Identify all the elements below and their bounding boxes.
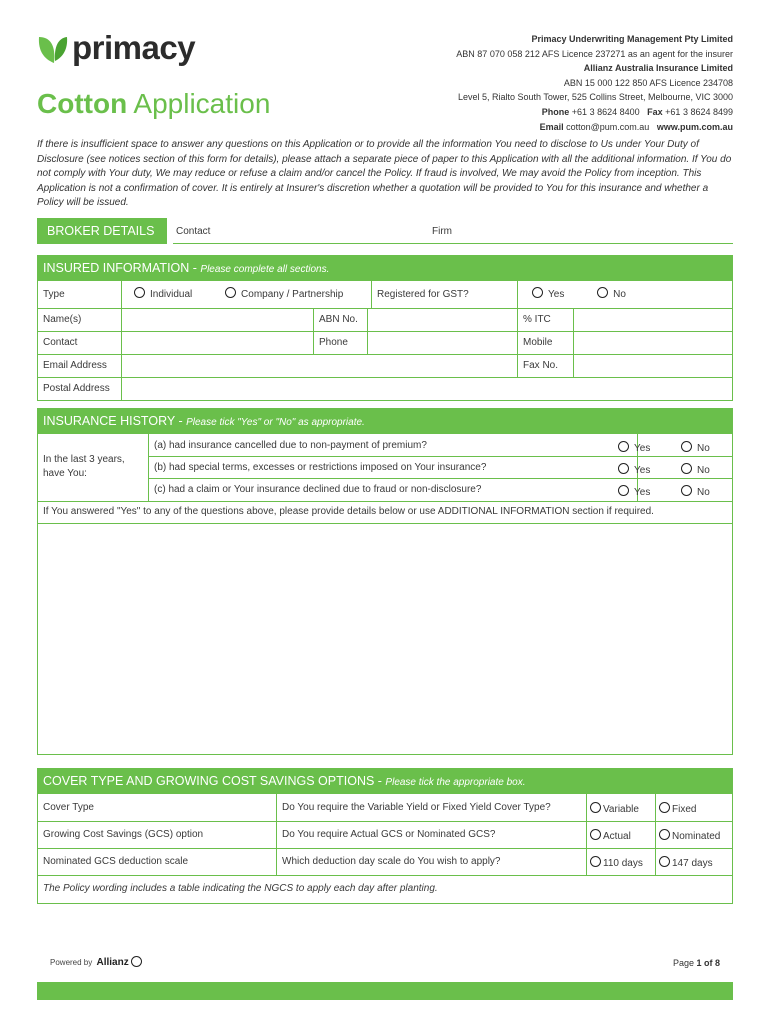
- nominated-label: Nominated: [672, 831, 721, 842]
- deduction-scale-label: Nominated GCS deduction scale: [43, 856, 189, 867]
- title-bold: Cotton: [37, 88, 128, 119]
- history-left-label: In the last 3 years, have You:: [43, 454, 125, 479]
- 110-days-radio-icon[interactable]: [590, 856, 601, 867]
- 147-days-label: 147 days: [672, 858, 713, 869]
- postal-address-label: Postal Address: [38, 378, 122, 400]
- phone-label: Phone: [541, 106, 570, 117]
- variable-radio-icon[interactable]: [590, 802, 601, 813]
- gst-label: Registered for GST?: [372, 281, 518, 308]
- history-question-c: (c) had a claim or Your insurance declined due to fraud or non-disclosure?: [154, 484, 482, 495]
- qc-no-label: No: [697, 487, 710, 498]
- contact-field[interactable]: [122, 332, 314, 354]
- brand-name: primacy: [72, 29, 196, 66]
- cover-type-heading: [37, 768, 733, 794]
- page-label: Page: [672, 958, 697, 968]
- type-label: Type: [38, 281, 122, 308]
- qa-no-option[interactable]: [681, 441, 710, 454]
- type-company-option[interactable]: [225, 289, 343, 300]
- gst-no-radio-icon[interactable]: [597, 287, 608, 298]
- email-address-field[interactable]: [122, 355, 518, 377]
- individual-label: Individual: [150, 289, 193, 300]
- qa-yes-option[interactable]: [618, 441, 650, 454]
- broker-firm-field[interactable]: [429, 243, 733, 244]
- email-row: [38, 354, 732, 377]
- disclosure-intro: If there is insufficient space to answer any questions on this Application or to provide all the information You need to disclose to Us under Your Duty of Disclosure (see notices section of this form for details), please attach a separate piece of paper to this Application with all the additional information. If You do not comply with Your duty, We may reduce or refuse a claim and/or cancel the Policy. If fraud is involved, We may avoid the Policy from inception. This Application is not a confirmation of cover. It is entirely at Insurer's discretion whether a quotation will be provided to You for this insurance and whether a Policy will be issued.: [37, 139, 732, 209]
- company-radio-icon[interactable]: [225, 287, 236, 298]
- fax-no-field[interactable]: [574, 355, 732, 377]
- gst-options: [518, 281, 732, 308]
- history-heading-text: INSURANCE HISTORY -: [43, 414, 187, 428]
- itc-field[interactable]: [574, 309, 732, 331]
- insurance-history-heading: [37, 408, 733, 434]
- phone-label: Phone: [314, 332, 368, 354]
- cover-type-label: Cover Type: [43, 802, 94, 813]
- itc-label: % ITC: [518, 309, 574, 331]
- qb-no-radio-icon[interactable]: [681, 463, 692, 474]
- qb-no-label: No: [697, 465, 710, 476]
- company-email-web: [456, 120, 733, 135]
- company-details: [456, 32, 733, 134]
- 147-days-option[interactable]: [659, 856, 713, 869]
- insurer-abn: ABN 15 000 122 850 AFS Licence 234708: [563, 77, 733, 88]
- qb-yes-radio-icon[interactable]: [618, 463, 629, 474]
- actual-option[interactable]: [590, 829, 631, 842]
- broker-contact-label: Contact: [176, 226, 211, 237]
- insured-info-grid: [37, 281, 733, 401]
- names-label: Name(s): [38, 309, 122, 331]
- page-title: [37, 88, 270, 120]
- 147-days-radio-icon[interactable]: [659, 856, 670, 867]
- history-details-field[interactable]: [37, 524, 733, 755]
- fax-label: Fax: [647, 106, 663, 117]
- individual-radio-icon[interactable]: [134, 287, 145, 298]
- history-note-text: If You answered "Yes" to any of the questions above, please provide details below or use ADDITIONAL INFORMATION section if required.: [43, 506, 654, 517]
- footer-bar: [37, 982, 733, 1000]
- type-row: [38, 281, 732, 308]
- qa-no-radio-icon[interactable]: [681, 441, 692, 452]
- powered-by: [50, 956, 142, 968]
- deduction-scale-question: Which deduction day scale do You wish to apply?: [282, 856, 501, 867]
- broker-firm-label: Firm: [432, 226, 452, 237]
- page-number: [673, 958, 720, 968]
- qc-no-option[interactable]: [681, 485, 710, 498]
- history-question-b: (b) had special terms, excesses or restrictions imposed on Your insurance?: [154, 462, 487, 473]
- names-field[interactable]: [122, 309, 314, 331]
- allianz-logo-icon: [131, 956, 142, 967]
- company-address: Level 5, Rialto South Tower, 525 Collins Street, Melbourne, VIC 3000: [458, 92, 733, 103]
- company-abn: ABN 87 070 058 212 AFS Licence 237271 as an agent for the insurer: [456, 48, 733, 59]
- qc-yes-label: Yes: [634, 487, 651, 498]
- insured-heading-text: INSURED INFORMATION -: [43, 261, 201, 275]
- website-link[interactable]: www.pum.com.au: [656, 121, 733, 132]
- powered-by-label: Powered by: [50, 958, 93, 967]
- qc-yes-radio-icon[interactable]: [618, 485, 629, 496]
- nominated-radio-icon[interactable]: [659, 829, 670, 840]
- fax-no-label: Fax No.: [518, 355, 574, 377]
- abn-label: ABN No.: [314, 309, 368, 331]
- allianz-logo-text: Allianz: [96, 957, 129, 968]
- qa-yes-radio-icon[interactable]: [618, 441, 629, 452]
- postal-row: [38, 377, 732, 400]
- qb-yes-option[interactable]: [618, 463, 650, 476]
- variable-label: Variable: [603, 804, 639, 815]
- qc-yes-option[interactable]: [618, 485, 650, 498]
- fixed-radio-icon[interactable]: [659, 802, 670, 813]
- cover-heading-text: COVER TYPE AND GROWING COST SAVINGS OPTIONS -: [43, 774, 386, 788]
- variable-option[interactable]: [590, 802, 639, 815]
- history-grid: [37, 434, 733, 502]
- names-row: [38, 308, 732, 331]
- history-hint: Please tick "Yes" or "No" as appropriate.: [186, 417, 365, 428]
- broker-details-heading: BROKER DETAILS: [37, 218, 167, 244]
- 110-days-label: 110 days: [603, 858, 643, 869]
- qc-no-radio-icon[interactable]: [681, 485, 692, 496]
- postal-address-field[interactable]: [122, 378, 732, 400]
- cover-type-question: Do You require the Variable Yield or Fixed Yield Cover Type?: [282, 802, 551, 813]
- gst-yes-radio-icon[interactable]: [532, 287, 543, 298]
- insurer-name: Allianz Australia Insurance Limited: [583, 63, 733, 74]
- gst-yes-option[interactable]: [532, 289, 564, 300]
- actual-radio-icon[interactable]: [590, 829, 601, 840]
- abn-field[interactable]: [368, 309, 518, 331]
- gcs-option-label: Growing Cost Savings (GCS) option: [43, 829, 204, 840]
- company-phone-fax: [456, 105, 733, 120]
- history-question-a: (a) had insurance cancelled due to non-payment of premium?: [154, 440, 427, 451]
- qb-no-option[interactable]: [681, 463, 710, 476]
- gst-yes-label: Yes: [548, 289, 565, 300]
- insured-hint: Please complete all sections.: [200, 264, 330, 275]
- company-label: Company / Partnership: [241, 289, 344, 300]
- history-note: [37, 502, 733, 524]
- email-address-label: Email Address: [38, 355, 122, 377]
- mobile-label: Mobile: [518, 332, 574, 354]
- email-label: Email: [539, 121, 564, 132]
- phone-value: +61 3 8624 8400: [571, 106, 640, 117]
- 110-days-option[interactable]: [590, 856, 643, 869]
- contact-label: Contact: [38, 332, 122, 354]
- mobile-field[interactable]: [574, 332, 732, 354]
- gst-no-label: No: [613, 289, 626, 300]
- cover-grid: [37, 794, 733, 904]
- fixed-label: Fixed: [672, 804, 697, 815]
- fax-value: +61 3 8624 8499: [665, 106, 733, 117]
- company-name: Primacy Underwriting Management Pty Limited: [531, 34, 733, 44]
- logo: [36, 29, 201, 69]
- title-rest: Application: [127, 88, 271, 119]
- phone-field[interactable]: [368, 332, 518, 354]
- broker-contact-field[interactable]: [173, 243, 433, 244]
- qa-yes-label: Yes: [634, 443, 651, 454]
- insured-info-heading: [37, 255, 733, 281]
- fixed-option[interactable]: [659, 802, 696, 815]
- page-value: 1 of 8: [696, 958, 720, 968]
- gcs-option-question: Do You require Actual GCS or Nominated GCS?: [282, 829, 496, 840]
- qa-no-label: No: [697, 443, 710, 454]
- actual-label: Actual: [603, 831, 631, 842]
- leaf-logo-icon: [36, 33, 70, 67]
- type-individual-option[interactable]: [134, 289, 192, 300]
- contact-row: [38, 331, 732, 354]
- qb-yes-label: Yes: [634, 465, 651, 476]
- type-options: [122, 281, 372, 308]
- email-link[interactable]: cotton@pum.com.au: [566, 121, 650, 132]
- cover-hint: Please tick the appropriate box.: [385, 777, 526, 788]
- cover-note: The Policy wording includes a table indicating the NGCS to apply each day after planting.: [43, 883, 438, 894]
- broker-details-section: [37, 218, 733, 244]
- gst-no-option[interactable]: [597, 289, 626, 300]
- nominated-option[interactable]: [659, 829, 720, 842]
